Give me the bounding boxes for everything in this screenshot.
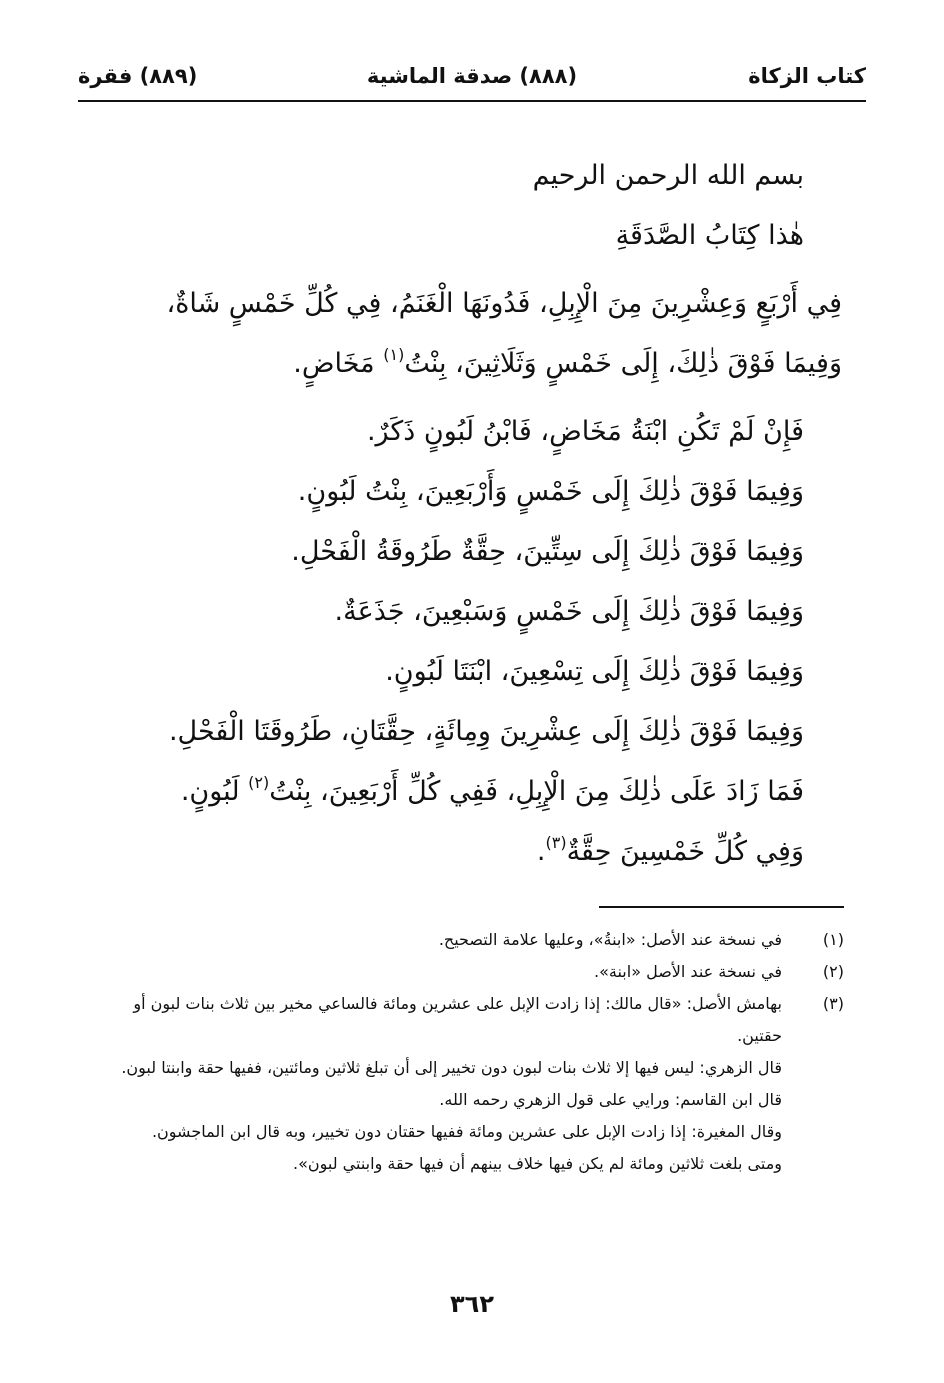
header-rule <box>78 100 866 102</box>
text-segment: . <box>536 836 546 867</box>
running-header <box>78 58 866 98</box>
footnote-paragraph: قال الزهري: ليس فيها إلا ثلاث بنات لبون دون تخيير إلى أن تبلغ ثلاثين ومائتين، ففيها حقة وابنتا لبون. <box>121 1058 782 1077</box>
footnote-reference: (٣) <box>545 833 567 852</box>
footnote-3 <box>95 988 844 1052</box>
footnote-number: (٢) <box>822 962 844 981</box>
text-line: وَفِيمَا فَوْقَ ذٰلِكَ إِلَى عِشْرِينَ وِمِائَةٍ، حِقَّتَانِ، طَرُوقَتَا الْفَحْلِ. <box>168 716 804 747</box>
footnote-reference: (١) <box>383 345 405 364</box>
text-line: وَفِيمَا فَوْقَ ذٰلِكَ إِلَى سِتِّينَ، حِقَّةٌ طَرُوقَةُ الْفَحْلِ. <box>291 536 804 567</box>
footnote-1 <box>95 924 844 956</box>
text-segment: لَبُونٍ. <box>180 776 249 807</box>
text-segment: وَفِيمَا فَوْقَ ذٰلِكَ، إِلَى خَمْسٍ وَثَلَاثِينَ، بِنْتُ <box>404 348 842 379</box>
header-section-title: (٨٨٨) صدقة الماشية <box>366 64 578 88</box>
footnote-reference: (٢) <box>248 773 270 792</box>
footnote-number: (٣) <box>822 994 844 1013</box>
text-segment: مَخَاضٍ. <box>293 348 384 379</box>
text-line: فِي أَرْبَعٍ وَعِشْرِينَ مِنَ الْإِبِلِ، فَدُونَهَا الْغَنَمُ، فِي كُلِّ خَمْسٍ شَاةٌ، <box>166 288 842 319</box>
footnote-rule <box>599 906 844 908</box>
text-line: فَإِنْ لَمْ تَكُنِ ابْنَةُ مَخَاضٍ، فَابْنُ لَبُونٍ ذَكَرٌ. <box>366 416 804 447</box>
text-segment: فَمَا زَادَ عَلَى ذٰلِكَ مِنَ الْإِبِلِ، فَفِي كُلِّ أَرْبَعِينَ، بِنْتُ <box>269 776 804 807</box>
footnote-text: بهامش الأصل: «قال مالك: إذا زادت الإبل على عشرين ومائة فالساعي مخير بين ثلاث بنات لبون أو حقتين. <box>133 994 782 1045</box>
text-line: وَفِيمَا فَوْقَ ذٰلِكَ إِلَى تِسْعِينَ، ابْنَتَا لَبُونٍ. <box>385 656 804 687</box>
text-line: وَفِيمَا فَوْقَ ذٰلِكَ إِلَى خَمْسٍ وَسَبْعِينَ، جَذَعَةٌ. <box>334 596 804 627</box>
main-text <box>80 146 842 882</box>
footnote-paragraph: وقال المغيرة: إذا زادت الإبل على عشرين ومائة ففيها حقتان دون تخيير، وبه قال ابن الماجشون. <box>151 1122 782 1141</box>
footnote-text: في نسخة عند الأصل «ابنة». <box>594 962 782 981</box>
text-segment: وَفِي كُلِّ خَمْسِينَ حِقَّةٌ <box>566 836 804 867</box>
footnote-paragraph: قال ابن القاسم: ورايي على قول الزهري رحمه الله. <box>439 1090 782 1109</box>
footnote-2 <box>95 956 844 988</box>
text-line: وَفِيمَا فَوْقَ ذٰلِكَ إِلَى خَمْسٍ وَأَرْبَعِينَ، بِنْتُ لَبُونٍ. <box>297 476 804 507</box>
text-line <box>80 334 842 394</box>
header-book-title: كتاب الزكاة <box>748 64 866 88</box>
book-heading-line: هٰذا كِتَابُ الصَّدَقَةِ <box>615 220 804 251</box>
text-line <box>80 822 804 882</box>
basmala-line: بسم الله الرحمن الرحيم <box>532 160 804 191</box>
footnote-number: (١) <box>822 930 844 949</box>
footnote-text: في نسخة عند الأصل: «ابنةُ»، وعليها علامة التصحيح. <box>438 930 782 949</box>
page-number: ٣٦٢ <box>450 1290 494 1318</box>
footnote-paragraph: ومتى بلغت ثلاثين ومائة لم يكن فيها خلاف بينهم أن فيها حقة وابنتي لبون». <box>293 1154 782 1173</box>
header-paragraph-number: (٨٨٩) فقرة <box>78 64 198 88</box>
footnotes <box>95 924 844 1180</box>
text-line <box>80 762 804 822</box>
